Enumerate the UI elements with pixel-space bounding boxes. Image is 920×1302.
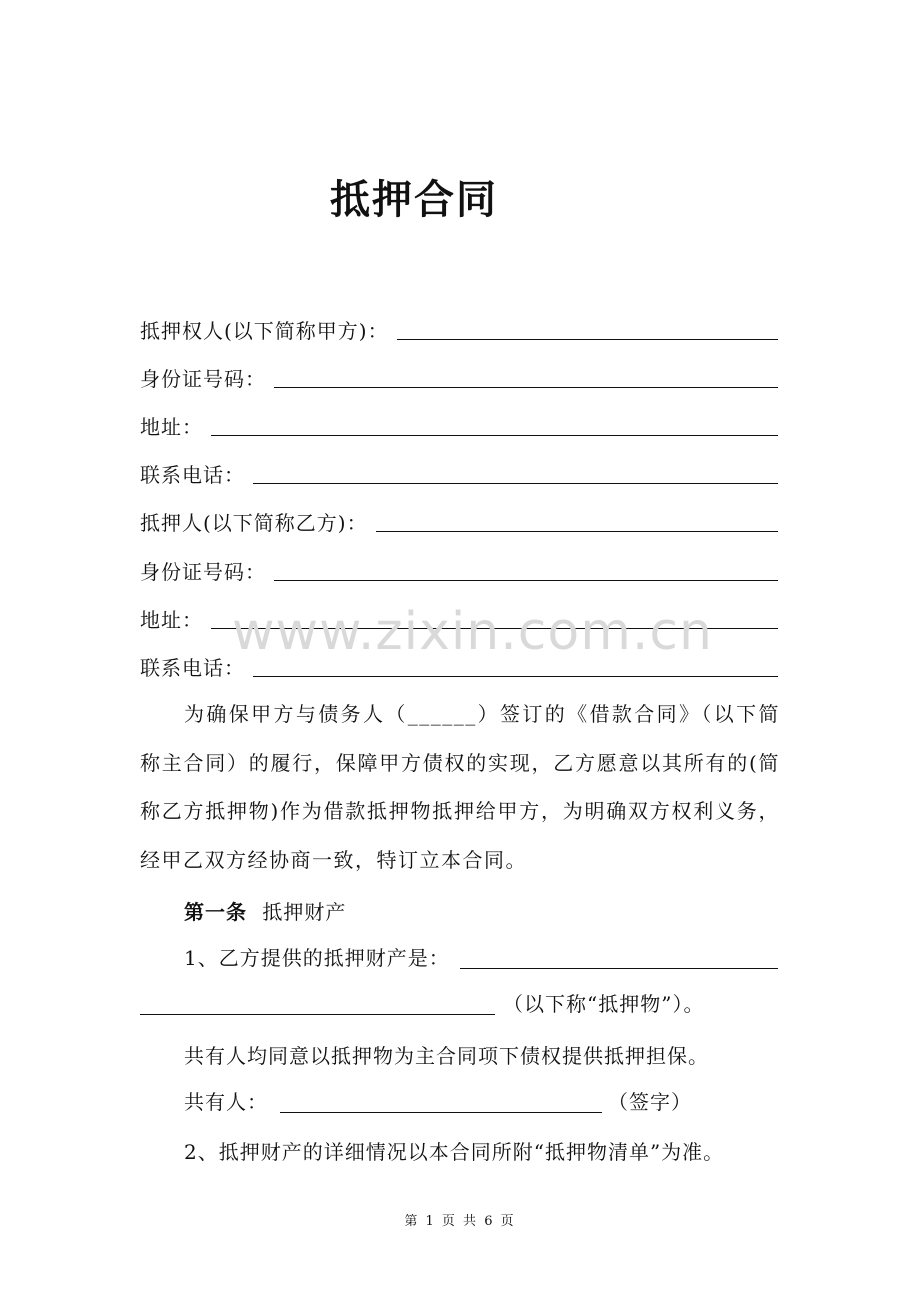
party-a-phone-label: 联系电话： — [140, 463, 245, 487]
page-footer: 第 1 页 共 6 页 — [404, 1214, 516, 1229]
party-a-id-field[interactable] — [140, 360, 778, 392]
collateral-list-note: 2、抵押财产的详细情况以本合同所附“抵押物清单”为准。 — [184, 1140, 725, 1164]
co-owner-consent: 共有人均同意以抵押物为主合同项下债权提供抵押担保。 — [184, 1044, 709, 1068]
collateral-continuation — [140, 988, 704, 1017]
party-b-phone-label: 联系电话： — [140, 656, 245, 680]
party-b-id-field[interactable] — [140, 553, 778, 585]
party-b-phone-blank[interactable] — [253, 676, 778, 677]
party-b-address-field[interactable] — [140, 601, 778, 633]
collateral-field[interactable] — [184, 942, 778, 971]
party-a-id-blank[interactable] — [274, 387, 778, 388]
article-1-number: 第一条 — [184, 900, 247, 924]
party-b-name-field[interactable] — [140, 504, 778, 536]
party-b-address-blank[interactable] — [211, 628, 778, 629]
signature-label: （签字） — [608, 1090, 692, 1114]
party-b-address-label: 地址： — [140, 608, 203, 632]
party-b-id-blank[interactable] — [274, 580, 778, 581]
party-a-phone-field[interactable] — [140, 456, 778, 488]
party-a-address-blank[interactable] — [211, 435, 778, 436]
article-1-heading — [184, 896, 346, 925]
preamble-paragraph: 为确保甲方与债务人（______）签订的《借款合同》（以下简称主合同）的履行，保障甲方债权的实现，乙方愿意以其所有的(简称乙方抵押物)作为借款抵押物抵押给甲方，为明确双方权利义务，经甲乙双方经协商一致，特订立本合同。 — [140, 702, 780, 872]
co-owner-label: 共有人： — [184, 1090, 268, 1114]
party-a-address-field[interactable] — [140, 408, 778, 440]
party-a-name-label: 抵押权人(以下简称甲方)： — [140, 319, 389, 343]
party-b-phone-field[interactable] — [140, 649, 778, 681]
collateral-blank[interactable] — [460, 944, 778, 969]
watermark: www.zixin.com.cn — [232, 602, 713, 662]
party-a-id-label: 身份证号码： — [140, 367, 266, 391]
party-a-phone-blank[interactable] — [253, 483, 778, 484]
party-a-name-field[interactable] — [140, 312, 778, 344]
party-b-name-blank[interactable] — [376, 531, 778, 532]
party-b-name-label: 抵押人(以下简称乙方)： — [140, 511, 368, 535]
article-1-title: 抵押财产 — [262, 900, 347, 924]
co-owner-signature-blank[interactable] — [280, 1088, 602, 1113]
party-a-address-label: 地址： — [140, 415, 203, 439]
collateral-label: 1、乙方提供的抵押财产是： — [184, 946, 450, 970]
party-a-name-blank[interactable] — [397, 339, 778, 340]
collateral-blank-2[interactable] — [140, 990, 495, 1015]
collateral-suffix: （以下称“抵押物”）。 — [503, 992, 705, 1016]
party-b-id-label: 身份证号码： — [140, 560, 266, 584]
document-title: 抵押合同 — [330, 176, 498, 223]
co-owner-field[interactable] — [184, 1086, 692, 1115]
